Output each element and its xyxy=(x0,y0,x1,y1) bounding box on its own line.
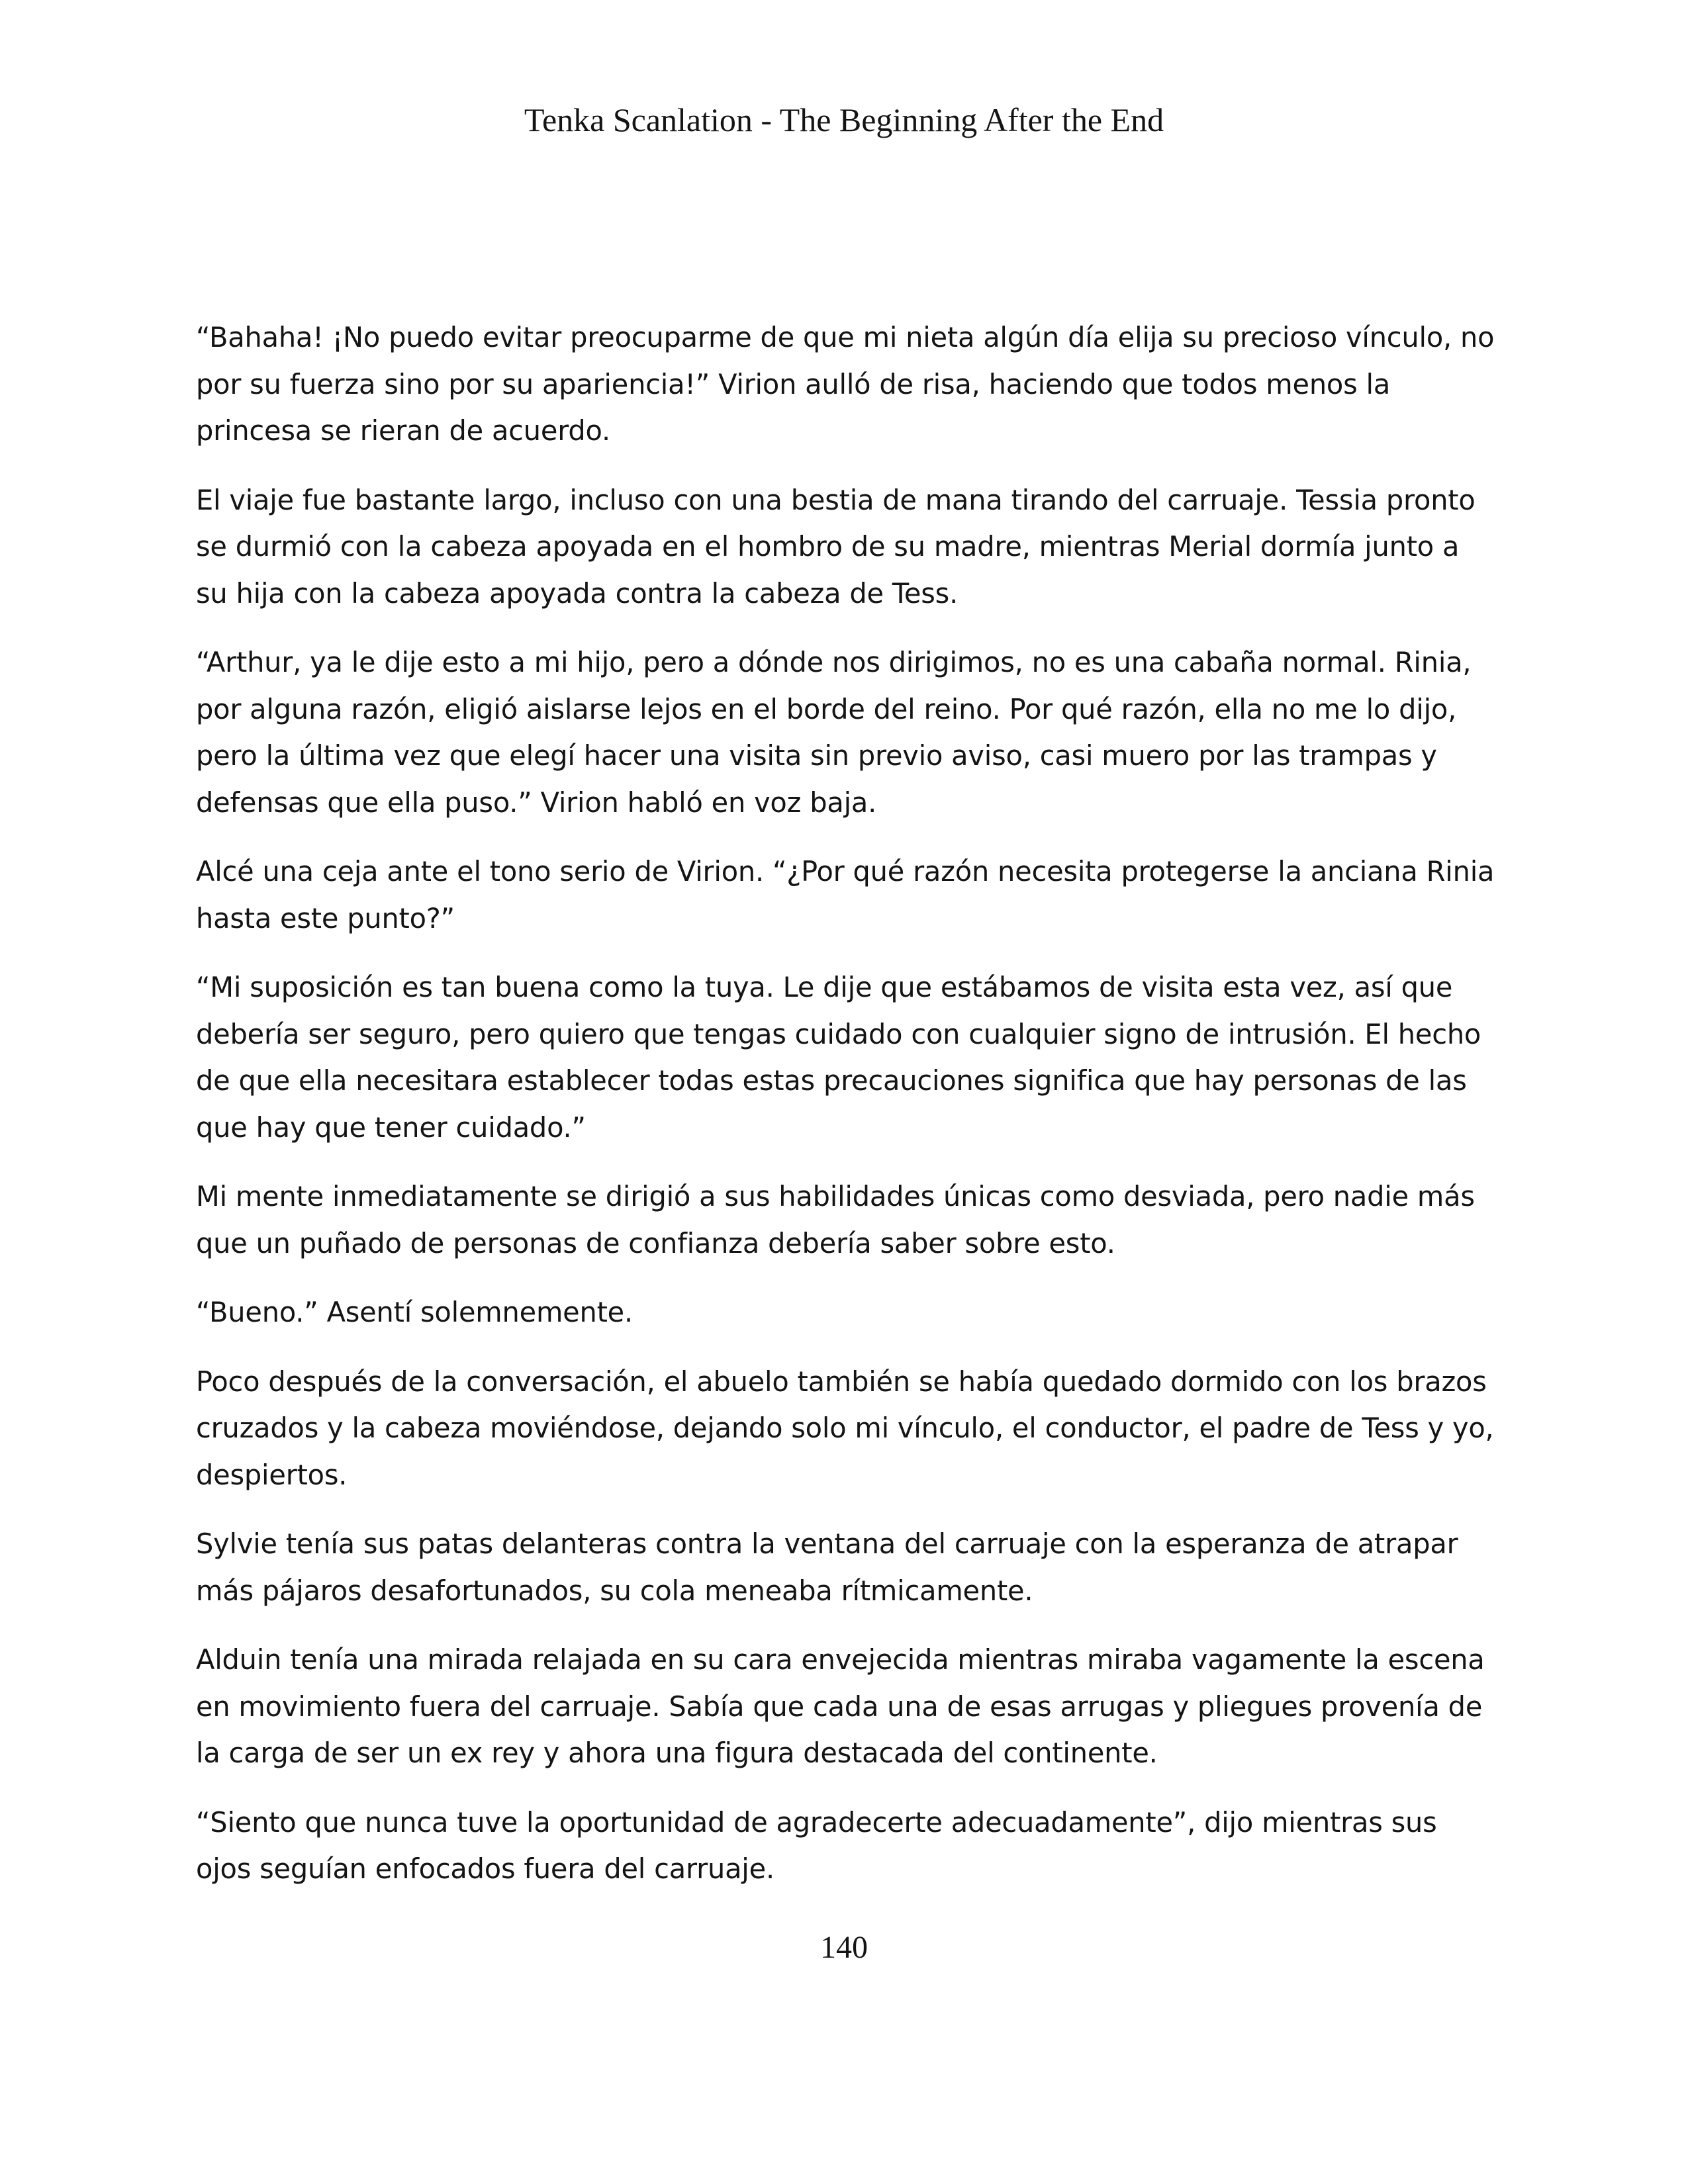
paragraph: El viaje fue bastante largo, incluso con una bestia de mana tirando del carruaje. Tessia pronto se durmió con la cabeza apoyada en el hombro de su madre, mientras Merial dormía junto a su hija con la cabeza apoyada contra la cabeza de Tess. xyxy=(196,483,1476,610)
paragraph: Alcé una ceja ante el tono serio de Virion. “¿Por qué razón necesita protegerse la anciana Rinia hasta este punto?” xyxy=(196,855,1495,934)
paragraph: “Mi suposición es tan buena como la tuya. Le dije que estábamos de visita esta vez, así que debería ser seguro, pero quiero que tengas cuidado con cualquier signo de intrusión. El hecho de que ella necesitara establecer todas estas precauciones significa que hay personas de las que hay que tener cuidado.” xyxy=(196,971,1481,1144)
page-header-title: Tenka Scanlation - The Beginning After the End xyxy=(524,101,1164,138)
paragraph: Poco después de la conversación, el abuelo también se había quedado dormido con los brazos cruzados y la cabeza moviéndose, dejando solo mi vínculo, el conductor, el padre de Tess y yo, despiertos. xyxy=(196,1365,1494,1491)
paragraph: Alduin tenía una mirada relajada en su cara envejecida mientras miraba vagamente la escena en movimiento fuera del carruaje. Sabía que cada una de esas arrugas y pliegues provenía de la carga de ser un ex rey y ahora una figura destacada del continente. xyxy=(196,1643,1485,1769)
paragraph: Sylvie tenía sus patas delanteras contra la ventana del carruaje con la esperanza de atrapar más pájaros desafortunados, su cola meneaba rítmicamente. xyxy=(196,1527,1458,1607)
paragraph: “Siento que nunca tuve la oportunidad de agradecerte adecuadamente”, dijo mientras sus ojos seguían enfocados fuera del carruaje. xyxy=(196,1805,1437,1885)
page-body xyxy=(196,314,1499,1915)
paragraph: “Arthur, ya le dije esto a mi hijo, pero a dónde nos dirigimos, no es una cabaña normal. Rinia, por alguna razón, eligió aislarse lejos en el borde del reino. Por qué razón, ella no me lo dijo, pero la última vez que elegí hacer una visita sin previo aviso, casi muero por las trampas y defensas que ella puso.” Virion habló en voz baja. xyxy=(196,646,1472,819)
paragraph: Mi mente inmediatamente se dirigió a sus habilidades únicas como desviada, pero nadie más que un puñado de personas de confianza debería saber sobre esto. xyxy=(196,1180,1475,1259)
page-number: 140 xyxy=(820,1930,868,1965)
paragraph: “Bueno.” Asentí solemnemente. xyxy=(196,1296,633,1328)
paragraph: “Bahaha! ¡No puedo evitar preocuparme de que mi nieta algún día elija su precioso vínculo, no por su fuerza sino por su apariencia!” Virion aulló de risa, haciendo que todos menos la princesa se rieran de acuerdo. xyxy=(196,321,1495,447)
